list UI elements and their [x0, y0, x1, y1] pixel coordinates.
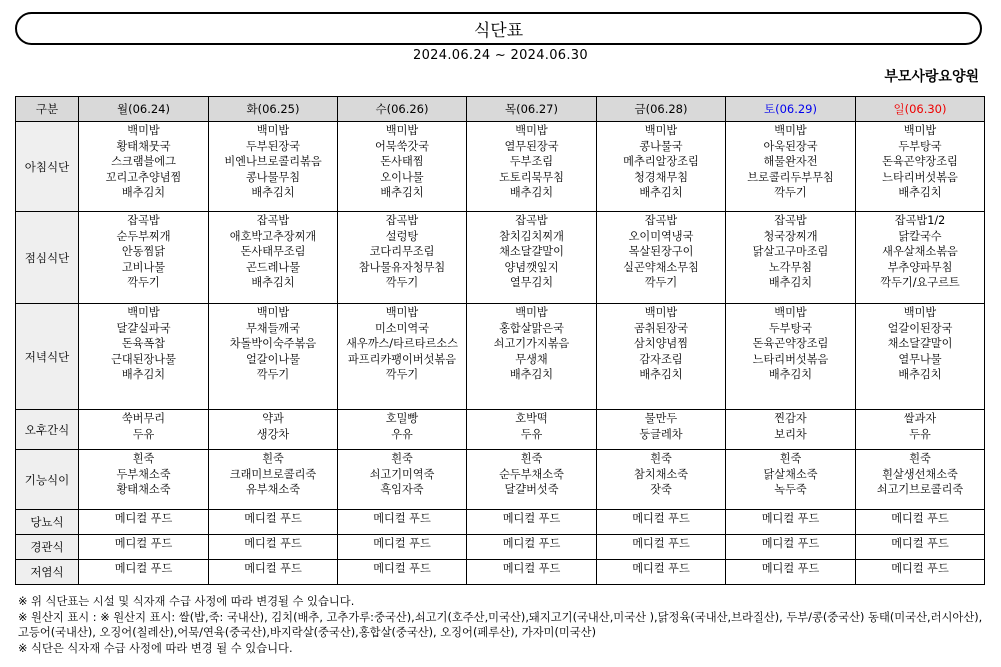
menu-item: 쌀과자 — [903, 412, 937, 425]
menu-cell-tube-feeding-sat — [726, 535, 856, 560]
menu-cell-low-sodium-diet-thu — [467, 560, 597, 585]
menu-cell-diabetic-diet-thu — [467, 510, 597, 535]
menu-item: 백미밥 — [385, 306, 419, 319]
menu-item: 안동찜닭 — [121, 245, 166, 259]
menu-item: 새우까스/타르타르소스 — [346, 337, 458, 351]
menu-item: 오이나물 — [380, 170, 424, 184]
menu-item: 코다리무조림 — [369, 245, 435, 259]
menu-cell-afternoon-snack-wed — [338, 410, 467, 450]
menu-cell-lunch-wed — [338, 212, 467, 304]
menu-item: 브로콜리두부무침 — [747, 170, 834, 184]
day-header-fri: 금(06.28) — [597, 97, 726, 122]
menu-item: 물만두 — [644, 412, 678, 425]
menu-item: 깍두기 — [256, 368, 290, 382]
menu-item: 메디컬 푸드 — [891, 562, 949, 575]
meal-row-diabetic-diet — [16, 510, 985, 535]
menu-cell-low-sodium-diet-sat — [726, 560, 856, 585]
menu-item: 백미밥 — [515, 124, 548, 137]
menu-item: 흰죽 — [779, 452, 802, 465]
menu-item: 배추김치 — [768, 276, 813, 290]
menu-item: 곰취된장국 — [633, 321, 689, 335]
menu-item: 유부채소죽 — [245, 483, 301, 497]
menu-item: 크래미브로콜리죽 — [229, 467, 317, 481]
corner-label: 구분 — [16, 97, 79, 122]
menu-item: 꼬리고추양념찜 — [105, 170, 182, 184]
menu-cell-dinner-tue — [209, 304, 338, 410]
menu-item: 메디컬 푸드 — [632, 512, 690, 525]
menu-item: 잡곡밥 — [127, 214, 160, 227]
menu-item: 양념깻잎지 — [504, 260, 559, 274]
menu-item: 채소달걀말이 — [887, 337, 953, 351]
meal-label-tube-feeding: 경관식 — [16, 535, 79, 560]
menu-item: 새우살채소볶음 — [882, 245, 958, 259]
menu-item: 메디컬 푸드 — [114, 562, 173, 575]
menu-cell-lunch-sat — [726, 212, 856, 304]
menu-item: 열무된장국 — [504, 139, 559, 153]
menu-item: 스크램블에그 — [111, 155, 176, 169]
menu-cell-afternoon-snack-sat — [726, 410, 856, 450]
menu-item: 콩나물국 — [639, 139, 683, 153]
menu-cell-tube-feeding-mon — [79, 535, 209, 560]
menu-item: 참나물유자청무침 — [358, 260, 446, 274]
menu-item: 배추김치 — [509, 186, 554, 200]
menu-item: 흰죽 — [262, 452, 284, 465]
menu-item: 백미밥 — [127, 124, 160, 137]
menu-item: 근대된장나물 — [111, 352, 176, 366]
menu-cell-afternoon-snack-fri — [597, 410, 726, 450]
day-header-tue: 화(06.25) — [209, 97, 338, 122]
footnotes — [18, 594, 983, 656]
menu-item: 호밀빵 — [385, 412, 419, 425]
menu-item: 쇠고기미역죽 — [369, 467, 435, 481]
menu-item: 무생채 — [515, 352, 548, 366]
menu-cell-breakfast-mon — [79, 122, 209, 212]
menu-item: 도토리묵무침 — [499, 170, 564, 184]
day-header-mon: 월(06.24) — [79, 97, 209, 122]
menu-item: 삼치양념찜 — [633, 337, 689, 351]
menu-item: 목살된장구이 — [628, 245, 694, 259]
menu-item: 깍두기 — [644, 276, 678, 290]
menu-item: 백미밥 — [127, 306, 160, 319]
menu-cell-functional-diet-mon — [79, 450, 209, 510]
menu-cell-breakfast-sat — [726, 122, 856, 212]
menu-item: 메디컬 푸드 — [114, 512, 173, 525]
menu-item: 백미밥 — [256, 306, 290, 319]
menu-item: 메디컬 푸드 — [373, 562, 431, 575]
menu-item: 메추리알장조림 — [623, 155, 699, 169]
menu-item: 생강차 — [256, 427, 290, 441]
menu-cell-dinner-wed — [338, 304, 467, 410]
menu-item: 두유 — [520, 427, 543, 441]
menu-item: 닭살채소죽 — [763, 467, 818, 481]
menu-cell-lunch-tue — [209, 212, 338, 304]
menu-item: 깍두기 — [385, 276, 419, 290]
menu-item: 배추김치 — [251, 276, 295, 290]
menu-item: 흰죽 — [650, 452, 672, 465]
menu-item: 열무김치 — [509, 276, 554, 290]
menu-item: 느타리버섯볶음 — [752, 352, 829, 366]
menu-item: 참치채소죽 — [633, 467, 689, 481]
menu-item: 깍두기 — [774, 186, 807, 200]
day-header-wed: 수(06.26) — [338, 97, 467, 122]
menu-cell-low-sodium-diet-wed — [338, 560, 467, 585]
meal-label-afternoon-snack: 오후간식 — [16, 410, 79, 450]
menu-item: 홍합살맑은국 — [499, 321, 564, 335]
menu-item: 두부된장국 — [245, 139, 301, 153]
day-header-thu: 목(06.27) — [467, 97, 597, 122]
menu-item: 황태채뭇국 — [116, 139, 171, 153]
menu-item: 얼갈이나물 — [245, 352, 301, 366]
menu-item: 보리차 — [774, 427, 807, 441]
menu-item: 배추김치 — [898, 368, 942, 382]
menu-cell-low-sodium-diet-tue — [209, 560, 338, 585]
menu-item: 잡곡밥 — [644, 214, 678, 227]
menu-item: 메디컬 푸드 — [373, 537, 431, 550]
menu-item: 설렁탕 — [385, 229, 419, 243]
menu-item: 무채들깨국 — [245, 321, 301, 335]
meal-label-lunch: 점심식단 — [16, 212, 79, 304]
menu-item: 백미밥 — [774, 306, 807, 319]
menu-item: 백미밥 — [644, 306, 678, 319]
page-title: 식단표 — [473, 21, 524, 41]
menu-item: 배추김치 — [509, 368, 554, 382]
menu-item: 돈사태찜 — [380, 155, 424, 169]
day-header-sun: 일(06.30) — [856, 97, 985, 122]
menu-item: 메디컬 푸드 — [502, 562, 561, 575]
menu-cell-lunch-thu — [467, 212, 597, 304]
menu-item: 달걀버섯죽 — [504, 483, 559, 497]
menu-item: 두부조림 — [509, 155, 554, 169]
meal-row-breakfast — [16, 122, 985, 212]
menu-cell-functional-diet-tue — [209, 450, 338, 510]
menu-cell-tube-feeding-wed — [338, 535, 467, 560]
menu-item: 백미밥 — [385, 124, 419, 137]
menu-item: 흰죽 — [132, 452, 155, 465]
footnote: ※ 위 식단표는 시설 및 식자재 수급 사정에 따라 변경될 수 있습니다. — [18, 595, 355, 608]
menu-item: 오이미역냉국 — [628, 229, 694, 243]
menu-cell-dinner-mon — [79, 304, 209, 410]
menu-cell-low-sodium-diet-mon — [79, 560, 209, 585]
menu-cell-diabetic-diet-mon — [79, 510, 209, 535]
menu-item: 메디컬 푸드 — [761, 512, 820, 525]
weekly-menu-table — [15, 96, 985, 585]
footnote-origin: ※ 원산지 표시 : ※ 원산지 표시: 쌀(밥,죽: 국내산), 김치(배추, 고추가루:중국산),쇠고기(호주산,미국산),돼지고기(국내산,미국산 ),닭정육(국내산,브라질산), 두부/콩(중국산) 동태(미국산,러시아산), 고등어(국내산), 오징어(칠레산),어묵/연육(중국산),바지락살(중국산),홍합살(중국산), 오징어(페루산), 가자미(미국산) — [18, 610, 983, 639]
menu-item: 청국장찌개 — [763, 229, 818, 243]
menu-item: 백미밥 — [256, 124, 290, 137]
menu-item: 두부채소죽 — [116, 467, 171, 481]
menu-cell-diabetic-diet-sun — [856, 510, 985, 535]
menu-item: 배추김치 — [121, 186, 166, 200]
menu-item: 애호박고추장찌개 — [229, 229, 317, 243]
menu-cell-breakfast-sun — [856, 122, 985, 212]
menu-cell-breakfast-wed — [338, 122, 467, 212]
menu-item: 깍두기 — [127, 276, 160, 290]
menu-cell-dinner-sat — [726, 304, 856, 410]
menu-item: 잡곡밥1/2 — [894, 214, 946, 227]
meal-row-lunch — [16, 212, 985, 304]
menu-item: 메디컬 푸드 — [891, 537, 949, 550]
menu-item: 흰죽 — [520, 452, 543, 465]
menu-item: 열무나물 — [898, 352, 942, 366]
meal-label-low-sodium-diet: 저염식 — [16, 560, 79, 585]
menu-item: 호박떡 — [515, 412, 548, 425]
title-banner — [15, 12, 982, 45]
menu-item: 백미밥 — [644, 124, 678, 137]
menu-cell-lunch-sun — [856, 212, 985, 304]
menu-item: 미소미역국 — [374, 321, 430, 335]
menu-item: 메디컬 푸드 — [114, 537, 173, 550]
meal-label-functional-diet: 기능식이 — [16, 450, 79, 510]
menu-item: 고비나물 — [121, 260, 166, 274]
menu-item: 배추김치 — [380, 186, 424, 200]
menu-cell-lunch-fri — [597, 212, 726, 304]
menu-item: 순두부찌개 — [116, 229, 171, 243]
footnote: ※ 식단은 식자재 수급 사정에 따라 변경 될 수 있습니다. — [18, 641, 293, 655]
menu-item: 백미밥 — [515, 306, 548, 319]
menu-cell-tube-feeding-thu — [467, 535, 597, 560]
menu-item: 곤드레나물 — [245, 260, 301, 274]
menu-cell-tube-feeding-fri — [597, 535, 726, 560]
menu-item: 배추김치 — [251, 186, 295, 200]
menu-item: 잡곡밥 — [385, 214, 419, 227]
menu-item: 메디컬 푸드 — [244, 512, 302, 525]
menu-item: 찐감자 — [774, 412, 807, 425]
menu-item: 우유 — [391, 427, 413, 441]
menu-cell-low-sodium-diet-fri — [597, 560, 726, 585]
menu-item: 차돌박이숙주볶음 — [229, 337, 317, 351]
menu-item: 메디컬 푸드 — [891, 512, 949, 525]
menu-item: 돈사태무조림 — [240, 245, 306, 259]
menu-cell-dinner-thu — [467, 304, 597, 410]
menu-item: 메디컬 푸드 — [244, 562, 302, 575]
menu-period: 2024.06.24 ~ 2024.06.30 — [413, 48, 588, 63]
menu-item: 메디컬 푸드 — [761, 537, 820, 550]
menu-cell-functional-diet-thu — [467, 450, 597, 510]
menu-cell-functional-diet-fri — [597, 450, 726, 510]
menu-cell-diabetic-diet-fri — [597, 510, 726, 535]
menu-item: 배추김치 — [639, 186, 683, 200]
menu-item: 비엔나브로콜리볶음 — [224, 155, 322, 169]
menu-item: 달걀실파국 — [116, 321, 171, 335]
menu-cell-functional-diet-wed — [338, 450, 467, 510]
menu-item: 녹두죽 — [774, 483, 807, 497]
meal-label-breakfast: 아침식단 — [16, 122, 79, 212]
meal-row-dinner — [16, 304, 985, 410]
menu-item: 파프리카팽이버섯볶음 — [347, 352, 457, 366]
menu-item: 돈육곤약장조림 — [752, 337, 829, 351]
menu-item: 순두부채소죽 — [499, 467, 564, 481]
menu-item: 실곤약채소무침 — [623, 260, 699, 274]
meal-label-dinner: 저녁식단 — [16, 304, 79, 410]
menu-cell-afternoon-snack-sun — [856, 410, 985, 450]
menu-item: 메디컬 푸드 — [632, 537, 690, 550]
menu-item: 배추김치 — [768, 368, 813, 382]
menu-cell-functional-diet-sun — [856, 450, 985, 510]
menu-item: 어묵쑥갓국 — [374, 139, 430, 153]
menu-item: 아욱된장국 — [763, 139, 818, 153]
menu-item: 흰살생선채소죽 — [882, 467, 958, 481]
menu-cell-dinner-sun — [856, 304, 985, 410]
menu-item: 두부탕국 — [898, 139, 942, 153]
menu-item: 감자조림 — [639, 352, 683, 366]
menu-item: 흰죽 — [909, 452, 931, 465]
menu-item: 잡곡밥 — [774, 214, 807, 227]
menu-item: 배추김치 — [121, 368, 166, 382]
meal-row-low-sodium-diet — [16, 560, 985, 585]
menu-item: 잡곡밥 — [515, 214, 548, 227]
menu-cell-afternoon-snack-thu — [467, 410, 597, 450]
menu-item: 메디컬 푸드 — [761, 562, 820, 575]
menu-item: 메디컬 푸드 — [502, 512, 561, 525]
menu-cell-breakfast-tue — [209, 122, 338, 212]
menu-item: 돈육폭찹 — [121, 337, 166, 351]
meal-row-tube-feeding — [16, 535, 985, 560]
menu-item: 메디컬 푸드 — [632, 562, 690, 575]
menu-item: 둥글레차 — [639, 427, 683, 441]
menu-item: 노각무침 — [768, 260, 813, 274]
menu-item: 채소달걀말이 — [499, 245, 564, 259]
menu-cell-breakfast-thu — [467, 122, 597, 212]
menu-item: 콩나물무침 — [245, 170, 301, 184]
menu-item: 백미밥 — [903, 124, 937, 137]
menu-item: 배추김치 — [898, 186, 942, 200]
menu-item: 메디컬 푸드 — [244, 537, 302, 550]
menu-item: 약과 — [262, 412, 284, 425]
menu-item: 배추김치 — [639, 368, 683, 382]
menu-cell-diabetic-diet-wed — [338, 510, 467, 535]
menu-item: 메디컬 푸드 — [373, 512, 431, 525]
menu-item: 쇠고기브로콜리죽 — [876, 483, 964, 497]
menu-item: 흰죽 — [391, 452, 413, 465]
facility-name: 부모사랑요양원 — [884, 69, 979, 85]
menu-cell-functional-diet-sat — [726, 450, 856, 510]
menu-cell-dinner-fri — [597, 304, 726, 410]
menu-item: 청경채무침 — [633, 170, 689, 184]
menu-item: 백미밥 — [774, 124, 807, 137]
menu-item: 닭살고구마조림 — [752, 245, 829, 259]
menu-item: 느타리버섯볶음 — [882, 170, 958, 184]
menu-item: 쇠고기가지볶음 — [493, 337, 570, 351]
menu-cell-tube-feeding-sun — [856, 535, 985, 560]
menu-item: 깍두기/요구르트 — [880, 276, 960, 290]
menu-item: 쑥버무리 — [121, 412, 166, 425]
menu-cell-diabetic-diet-tue — [209, 510, 338, 535]
menu-item: 잡곡밥 — [256, 214, 290, 227]
menu-item: 두유 — [909, 427, 931, 441]
meal-row-afternoon-snack — [16, 410, 985, 450]
menu-item: 해물완자전 — [763, 155, 818, 169]
menu-item: 잣죽 — [650, 483, 672, 497]
day-header-sat: 토(06.29) — [726, 97, 856, 122]
menu-cell-tube-feeding-tue — [209, 535, 338, 560]
header-row — [16, 97, 985, 122]
menu-item: 참치김치찌개 — [499, 229, 564, 243]
menu-item: 백미밥 — [903, 306, 937, 319]
menu-cell-low-sodium-diet-sun — [856, 560, 985, 585]
menu-item: 황태채소죽 — [116, 483, 171, 497]
menu-item: 두유 — [132, 427, 155, 441]
menu-item: 부추양파무침 — [887, 260, 953, 274]
menu-cell-afternoon-snack-tue — [209, 410, 338, 450]
menu-item: 두부탕국 — [768, 321, 813, 335]
menu-cell-diabetic-diet-sat — [726, 510, 856, 535]
menu-cell-lunch-mon — [79, 212, 209, 304]
menu-item: 닭칼국수 — [898, 229, 942, 243]
menu-item: 메디컬 푸드 — [502, 537, 561, 550]
menu-item: 깍두기 — [385, 368, 419, 382]
menu-cell-afternoon-snack-mon — [79, 410, 209, 450]
menu-cell-breakfast-fri — [597, 122, 726, 212]
menu-item: 흑임자죽 — [380, 483, 424, 497]
menu-item: 돈육곤약장조림 — [882, 155, 958, 169]
menu-item: 얼갈이된장국 — [887, 321, 953, 335]
meal-row-functional-diet — [16, 450, 985, 510]
meal-label-diabetic-diet: 당뇨식 — [16, 510, 79, 535]
